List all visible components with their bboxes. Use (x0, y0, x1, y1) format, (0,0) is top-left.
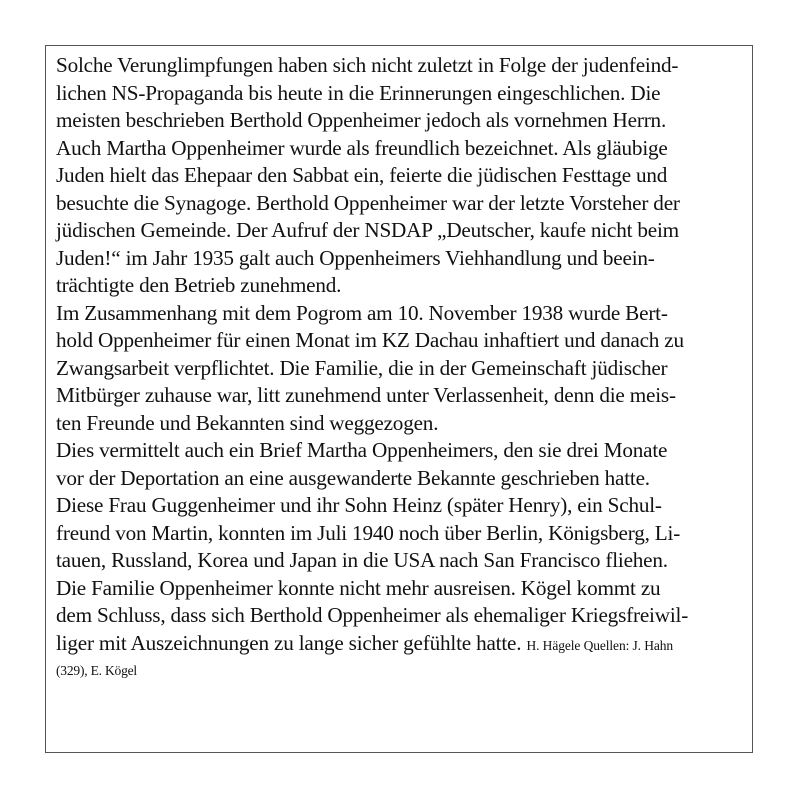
article-text (56, 52, 746, 683)
document-frame (45, 45, 753, 753)
text-line: Die Familie Oppenheimer konnte nicht mehr ausreisen. Kögel kommt zu (56, 575, 661, 600)
text-line: Mitbürger zuhause war, litt zunehmend unter Verlassenheit, denn die meis- (56, 383, 676, 407)
text-line: vor der Deportation an eine ausgewanderte Bekannte geschrieben hatte. (56, 465, 650, 490)
text-line: ten Freunde und Bekannten sind weggezogen. (56, 410, 439, 435)
text-line: Juden!“ im Jahr 1935 galt auch Oppenheimers Viehhandlung und beein- (56, 245, 655, 270)
text-line: Solche Verunglimpfungen haben sich nicht zuletzt in Folge der judenfeind- (56, 53, 679, 77)
text-line: dem Schluss, dass sich Berthold Oppenheimer als ehemaliger Kriegsfreiwil- (56, 603, 689, 627)
text-line: trächtigte den Betrieb zunehmend. (56, 273, 342, 297)
text-line: lichen NS-Propaganda bis heute in die Erinnerungen eingeschlichen. Die (56, 80, 661, 105)
text-line: jüdischen Gemeinde. Der Aufruf der NSDAP „Deutscher, kaufe nicht beim (56, 218, 679, 242)
author-credit: H. Hägele Quellen: J. Hahn (526, 637, 674, 653)
text-line-last (56, 630, 746, 660)
text-line: Im Zusammenhang mit dem Pogrom am 10. November 1938 wurde Bert- (56, 300, 668, 325)
sources-credit: (329), E. Kögel (56, 663, 137, 678)
text-line: Dies vermittelt auch ein Brief Martha Oppenheimers, den sie drei Monate (56, 438, 668, 462)
text-line: besuchte die Synagoge. Berthold Oppenheimer war der letzte Vorsteher der (56, 190, 680, 215)
text-line: Diese Frau Guggenheimer und ihr Sohn Heinz (später Henry), ein Schul- (56, 493, 662, 517)
text-line: Juden hielt das Ehepaar den Sabbat ein, feierte die jüdischen Festtage und (56, 163, 668, 187)
text-line: hold Oppenheimer für einen Monat im KZ Dachau inhaftiert und danach zu (56, 328, 684, 352)
text-line: Zwangsarbeit verpflichtet. Die Familie, die in der Gemeinschaft jüdischer (56, 355, 668, 380)
text-line: meisten beschrieben Berthold Oppenheimer jedoch als vornehmen Herrn. (56, 108, 667, 132)
last-line-text: liger mit Auszeichnungen zu lange sicher gefühlte hatte. (56, 630, 522, 655)
text-line: freund von Martin, konnten im Juli 1940 noch über Berlin, Königsberg, Li- (56, 520, 681, 545)
text-line: Auch Martha Oppenheimer wurde als freundlich bezeichnet. Als gläubige (56, 135, 668, 160)
text-line: tauen, Russland, Korea und Japan in die USA nach San Francisco fliehen. (56, 548, 668, 572)
